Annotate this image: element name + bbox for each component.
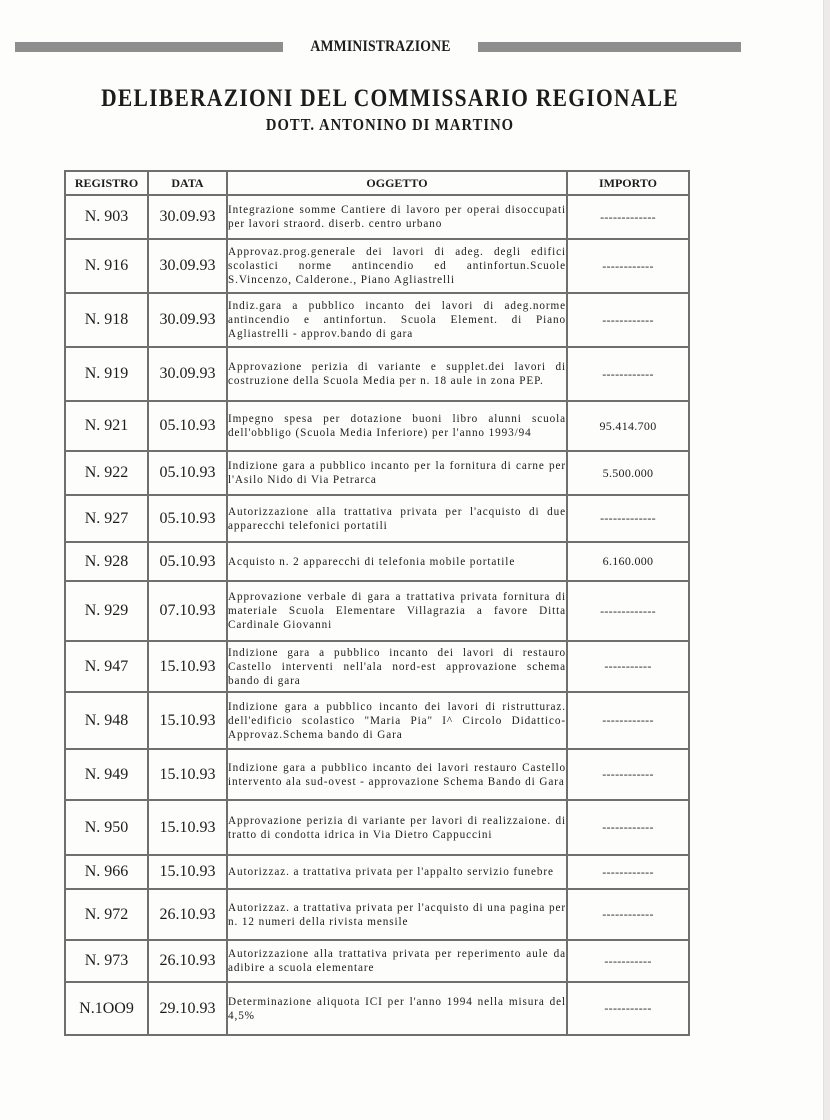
table-row — [65, 239, 689, 293]
oggetto-cell: Indiz.gara a pubblico incanto dei lavori di adeg.norme antincendio e antinfortun. Scuola Element. di Piano Agliastrelli - approv.bando di gara — [227, 293, 567, 347]
table-row — [65, 855, 689, 889]
data-cell: 05.10.93 — [148, 401, 227, 451]
table-row — [65, 195, 689, 239]
data-cell: 30.09.93 — [148, 195, 227, 239]
registro-cell: N. 903 — [65, 195, 148, 239]
oggetto-cell: Integrazione somme Cantiere di lavoro per operai disoccupati per lavori straord. diserb. centro urbano — [227, 195, 567, 239]
registro-cell: N. 922 — [65, 451, 148, 495]
registro-cell: N. 929 — [65, 581, 148, 641]
oggetto-cell: Indizione gara a pubblico incanto dei lavori di restauro Castello interventi nell'ala nord-est approvazione schema bando di gara — [227, 641, 567, 692]
table-row — [65, 581, 689, 641]
importo-cell: ------------ — [567, 347, 689, 401]
table-row — [65, 293, 689, 347]
oggetto-cell: Indizione gara a pubblico incanto dei lavori di ristrutturaz. dell'edificio scolastico "Maria Pia" I^ Circolo Didattico- Approvaz.Schema bando di Gara — [227, 692, 567, 749]
importo-cell: ------------ — [567, 749, 689, 800]
importo-cell: ------------ — [567, 889, 689, 940]
data-cell: 30.09.93 — [148, 347, 227, 401]
data-cell: 05.10.93 — [148, 542, 227, 581]
column-header-registro: REGISTRO — [65, 171, 148, 195]
registro-cell: N. 973 — [65, 940, 148, 982]
oggetto-cell: Approvaz.prog.generale dei lavori di adeg. degli edifici scolastici norme antincendio ed antinfortun.Scuole S.Vincenzo, Calderone., Piano Agliastrelli — [227, 239, 567, 293]
page-subtitle: DOTT. ANTONINO DI MARTINO — [265, 115, 515, 134]
oggetto-cell: Autorizzazione alla trattativa privata per l'acquisto di due apparecchi telefonici portatili — [227, 495, 567, 542]
oggetto-cell: Impegno spesa per dotazione buoni libro alunni scuola dell'obbligo (Scuola Media Inferiore) per l'anno 1993/94 — [227, 401, 567, 451]
oggetto-cell: Approvazione perizia di variante e supplet.dei lavori di costruzione della Scuola Media per n. 18 aule in zona PEP. — [227, 347, 567, 401]
table-row — [65, 451, 689, 495]
registro-cell: N. 949 — [65, 749, 148, 800]
column-header-oggetto: OGGETTO — [227, 171, 567, 195]
registro-cell: N. 918 — [65, 293, 148, 347]
registro-cell: N. 921 — [65, 401, 148, 451]
oggetto-cell: Autorizzaz. a trattativa privata per l'acquisto di una pagina per n. 12 numeri della rivista mensile — [227, 889, 567, 940]
section-label: AMMINISTRAZIONE — [310, 38, 451, 55]
oggetto-cell: Acquisto n. 2 apparecchi di telefonia mobile portatile — [227, 542, 567, 581]
importo-cell: 5.500.000 — [567, 451, 689, 495]
importo-cell: ------------- — [567, 495, 689, 542]
data-cell: 30.09.93 — [148, 293, 227, 347]
importo-cell: ----------- — [567, 982, 689, 1035]
importo-cell: ------------ — [567, 855, 689, 889]
table-header-row — [65, 171, 689, 195]
importo-cell: ----------- — [567, 940, 689, 982]
table-row — [65, 641, 689, 692]
oggetto-cell: Autorizzazione alla trattativa privata per reperimento aule da adibire a scuola elementare — [227, 940, 567, 982]
importo-cell: ------------ — [567, 239, 689, 293]
registro-cell: N. 916 — [65, 239, 148, 293]
table-row — [65, 889, 689, 940]
page-title: DELIBERAZIONI DEL COMMISSARIO REGIONALE — [101, 85, 679, 112]
importo-cell: 6.160.000 — [567, 542, 689, 581]
table-row — [65, 940, 689, 982]
registro-cell: N. 919 — [65, 347, 148, 401]
importo-cell: 95.414.700 — [567, 401, 689, 451]
registro-cell: N. 950 — [65, 800, 148, 855]
registro-cell: N. 966 — [65, 855, 148, 889]
data-cell: 05.10.93 — [148, 495, 227, 542]
oggetto-cell: Indizione gara a pubblico incanto dei lavori restauro Castello intervento ala sud-ovest - approvazione Schema Bando di Gara — [227, 749, 567, 800]
data-cell: 15.10.93 — [148, 641, 227, 692]
table-row — [65, 401, 689, 451]
importo-cell: ----------- — [567, 641, 689, 692]
data-cell: 15.10.93 — [148, 749, 227, 800]
data-cell: 15.10.93 — [148, 800, 227, 855]
oggetto-cell: Indizione gara a pubblico incanto per la fornitura di carne per l'Asilo Nido di Via Petrarca — [227, 451, 567, 495]
header-rule-left — [15, 42, 283, 52]
data-cell: 29.10.93 — [148, 982, 227, 1035]
column-header-importo: IMPORTO — [567, 171, 689, 195]
data-cell: 07.10.93 — [148, 581, 227, 641]
table-row — [65, 495, 689, 542]
oggetto-cell: Autorizzaz. a trattativa privata per l'appalto servizio funebre — [227, 855, 567, 889]
oggetto-cell: Determinazione aliquota ICI per l'anno 1994 nella misura del 4,5% — [227, 982, 567, 1035]
registro-cell: N. 947 — [65, 641, 148, 692]
table-row — [65, 692, 689, 749]
column-header-data: DATA — [148, 171, 227, 195]
header-rule-right — [478, 42, 741, 52]
data-cell: 26.10.93 — [148, 940, 227, 982]
registro-cell: N. 972 — [65, 889, 148, 940]
oggetto-cell: Approvazione perizia di variante per lavori di realizzaione. di tratto di condotta idrica in Via Dietro Cappuccini — [227, 800, 567, 855]
data-cell: 30.09.93 — [148, 239, 227, 293]
table-row — [65, 982, 689, 1035]
deliberations-table — [64, 170, 690, 1036]
table-row — [65, 542, 689, 581]
table-row — [65, 800, 689, 855]
data-cell: 15.10.93 — [148, 692, 227, 749]
importo-cell: ------------ — [567, 800, 689, 855]
table-row — [65, 749, 689, 800]
importo-cell: ------------- — [567, 195, 689, 239]
data-cell: 15.10.93 — [148, 855, 227, 889]
data-cell: 26.10.93 — [148, 889, 227, 940]
registro-cell: N.1OO9 — [65, 982, 148, 1035]
table-row — [65, 347, 689, 401]
registro-cell: N. 948 — [65, 692, 148, 749]
oggetto-cell: Approvazione verbale di gara a trattativa privata fornitura di materiale Scuola Elementare Villagrazia a favore Ditta Cardinale Giovanni — [227, 581, 567, 641]
importo-cell: ------------ — [567, 293, 689, 347]
registro-cell: N. 927 — [65, 495, 148, 542]
importo-cell: ------------- — [567, 581, 689, 641]
data-cell: 05.10.93 — [148, 451, 227, 495]
importo-cell: ------------ — [567, 692, 689, 749]
registro-cell: N. 928 — [65, 542, 148, 581]
page-edge — [823, 0, 830, 1120]
